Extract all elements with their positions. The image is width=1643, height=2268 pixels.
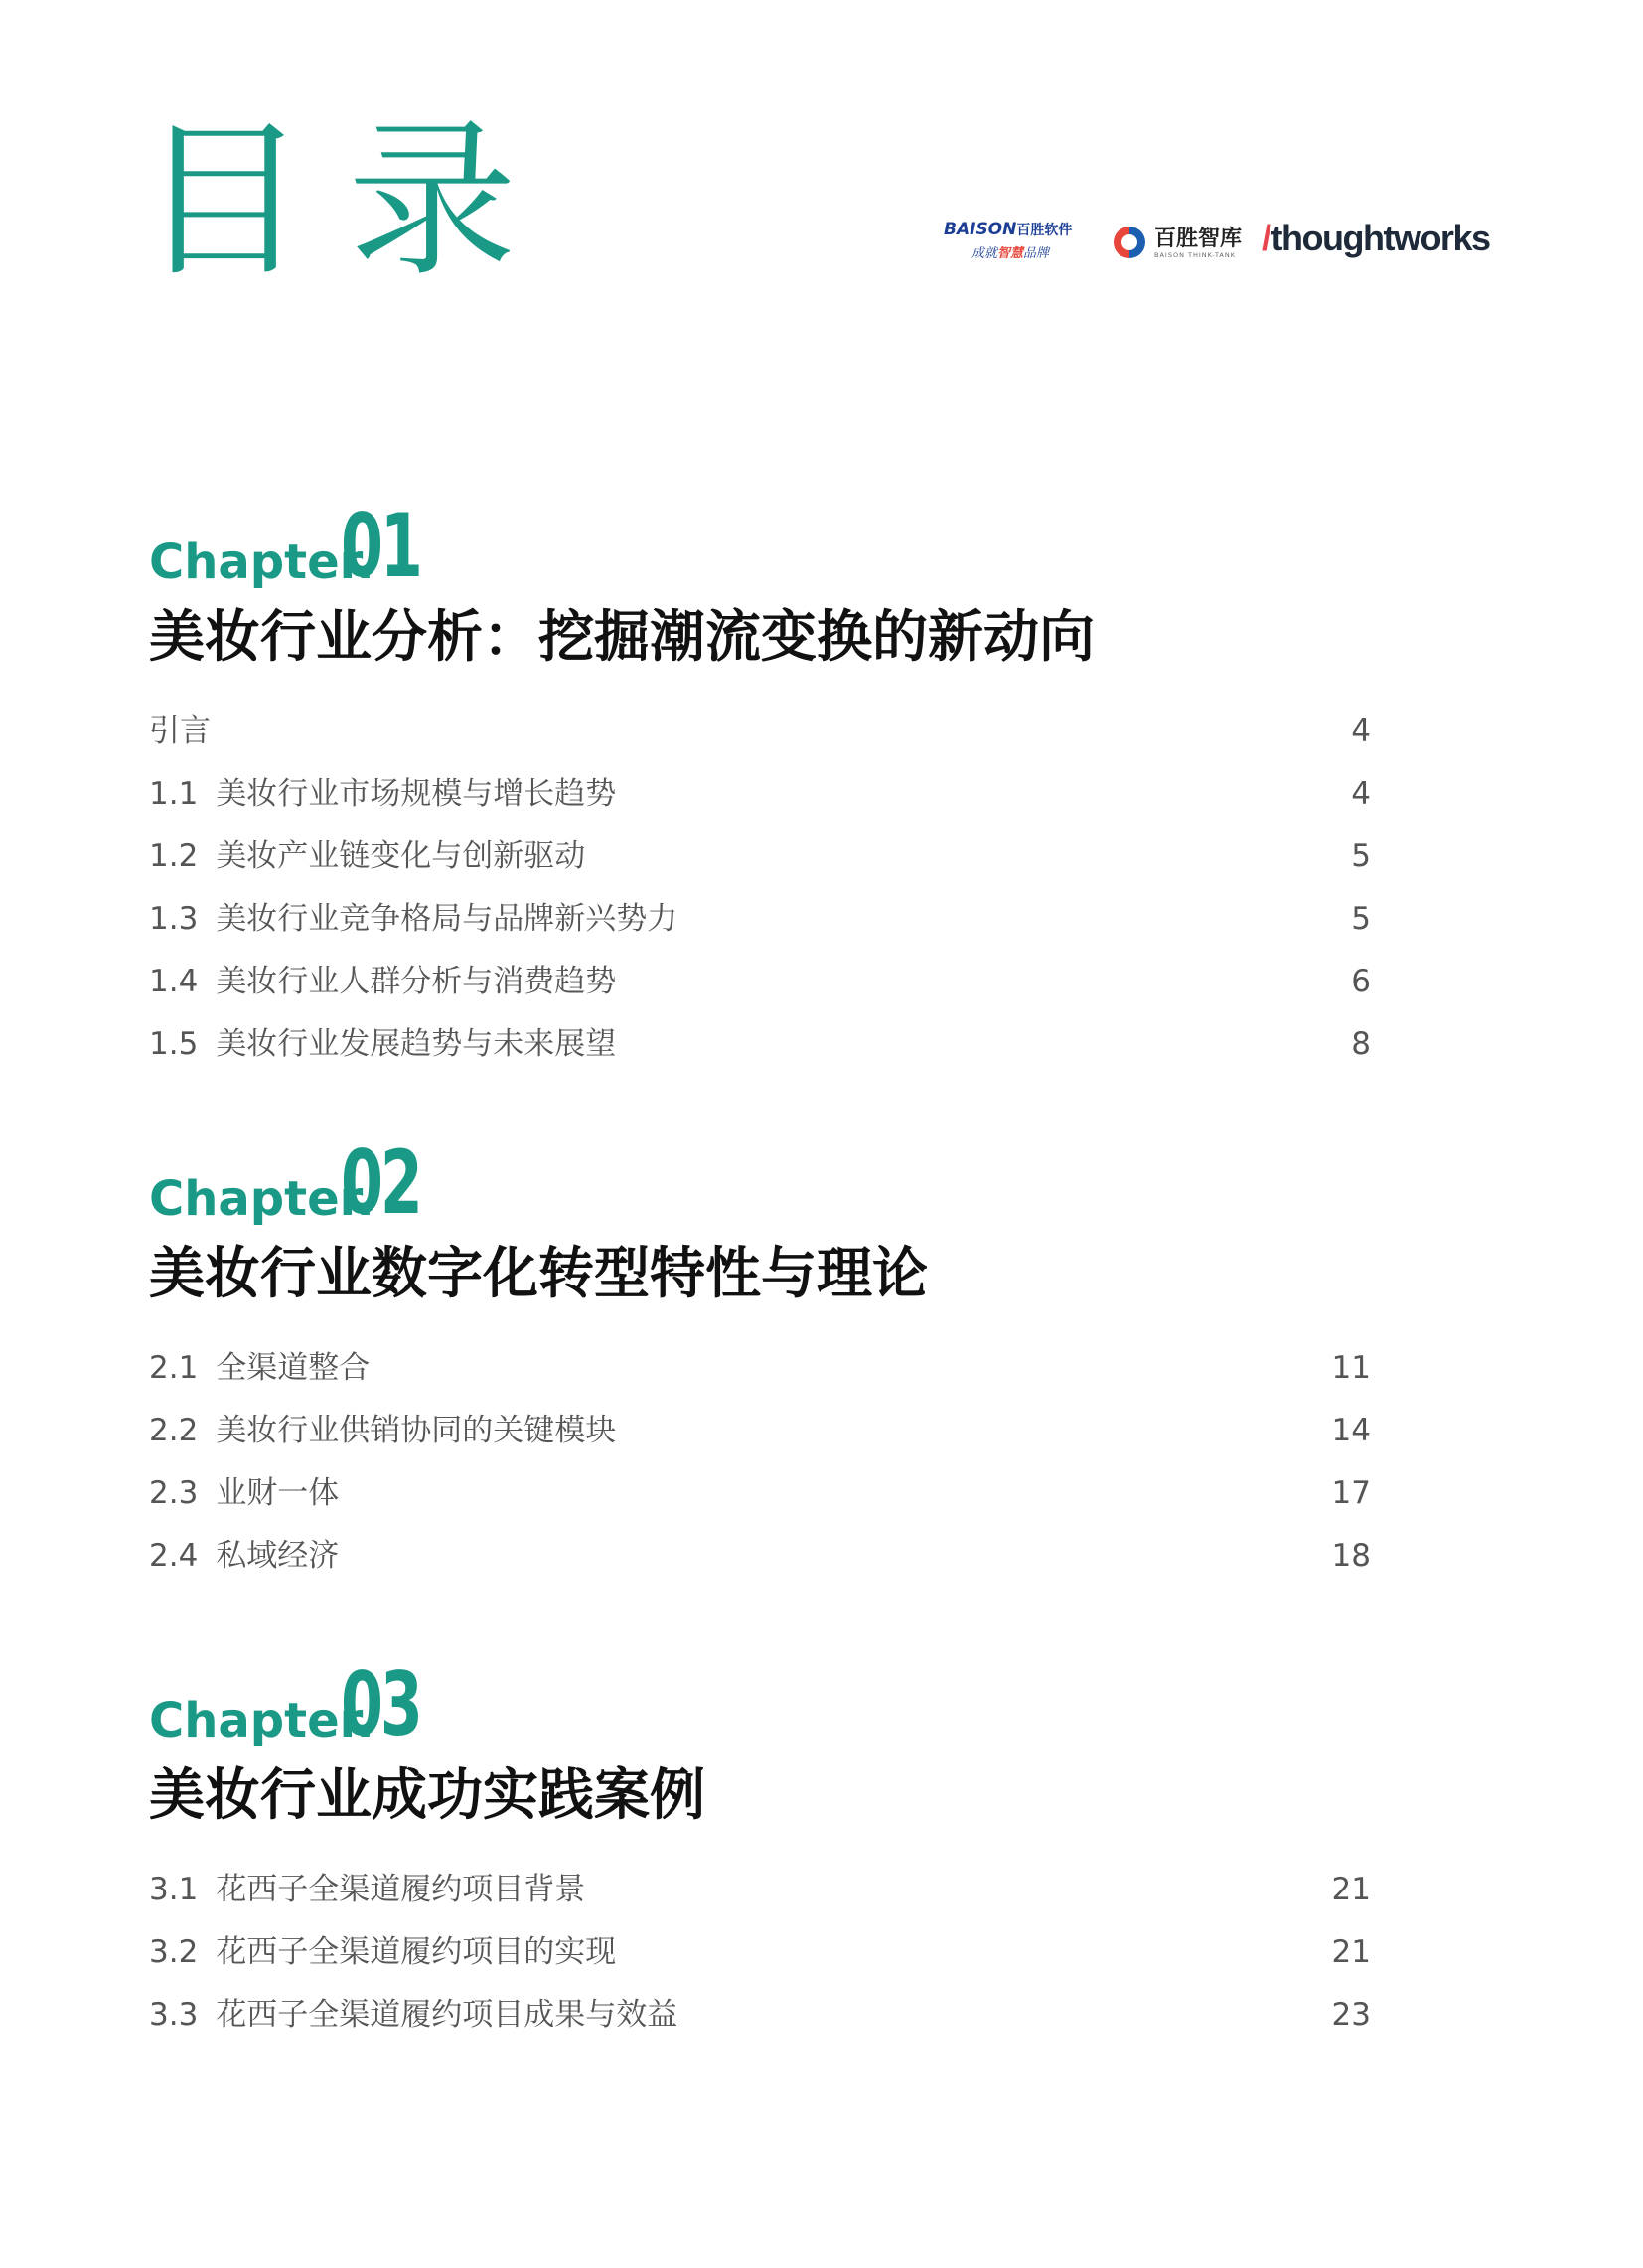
toc-entry-page: 8 xyxy=(1351,1026,1371,1063)
toc-entry-page: 17 xyxy=(1331,1475,1371,1512)
baison-slogan-highlight: 智慧 xyxy=(997,246,1024,261)
toc-entry-number: 3.1 xyxy=(149,1872,199,1908)
chapter-label xyxy=(149,1132,1371,1234)
toc-entry[interactable] xyxy=(149,1859,1371,1921)
toc-entry-page: 11 xyxy=(1331,1350,1371,1387)
toc-entry-number: 2.3 xyxy=(149,1475,199,1512)
toc-entry-page: 5 xyxy=(1351,838,1371,875)
thoughtworks-wordmark: thoughtworks xyxy=(1270,218,1490,258)
toc-list xyxy=(149,700,1371,1076)
toc-entry-number: 1.2 xyxy=(149,838,199,875)
baison-software-logo xyxy=(944,220,1103,269)
toc-entry[interactable] xyxy=(149,763,1371,826)
toc-entry-title: 美妆行业竞争格局与品牌新兴势力 xyxy=(216,901,678,938)
think-tank-emblem-icon xyxy=(1111,224,1148,261)
toc-entry-number: 1.1 xyxy=(149,776,199,813)
chapter-02 xyxy=(149,1134,1371,1588)
chapter-label xyxy=(149,1653,1371,1755)
baison-slogan-pre: 成就 xyxy=(971,246,998,261)
chapter-word: Chapter. xyxy=(149,1693,374,1748)
toc-entry-title: 美妆行业市场规模与增长趋势 xyxy=(216,776,617,813)
toc-list xyxy=(149,1337,1371,1588)
toc-entry-page: 14 xyxy=(1331,1413,1371,1449)
toc-entry-number: 3.3 xyxy=(149,1997,199,2034)
partner-logos xyxy=(944,214,1510,273)
toc-entry-number: 2.2 xyxy=(149,1413,199,1449)
toc-list xyxy=(149,1859,1371,2046)
baison-logo-en: BAISON xyxy=(944,220,1017,239)
toc-entry-page: 18 xyxy=(1331,1538,1371,1575)
toc-entry-title: 全渠道整合 xyxy=(216,1350,371,1387)
toc-entry[interactable] xyxy=(149,1921,1371,1984)
chapter-heading: 美妆行业数字化转型特性与理论 xyxy=(149,1242,928,1306)
toc-entry-number: 1.4 xyxy=(149,964,199,1000)
toc-entry-number: 1.3 xyxy=(149,901,199,938)
toc-entry-number: 2.4 xyxy=(149,1538,199,1575)
toc-entry[interactable] xyxy=(149,1400,1371,1462)
toc-entry[interactable] xyxy=(149,951,1371,1013)
toc-entry[interactable] xyxy=(149,1013,1371,1076)
baison-slogan-post: 品牌 xyxy=(1023,246,1050,261)
think-tank-cn: 百胜智库 xyxy=(1154,227,1243,251)
chapter-heading: 美妆行业分析：挖掘潮流变换的新动向 xyxy=(149,605,1095,670)
thoughtworks-slash: / xyxy=(1262,218,1270,258)
toc-entry-page: 4 xyxy=(1351,713,1371,750)
toc-entry-title: 美妆产业链变化与创新驱动 xyxy=(216,838,586,875)
baison-logo-cn: 百胜软件 xyxy=(1016,223,1073,238)
chapter-01 xyxy=(149,497,1371,1076)
chapter-number: 02 xyxy=(341,1132,420,1234)
toc-entry[interactable] xyxy=(149,700,1371,763)
toc-entry-title: 花西子全渠道履约项目背景 xyxy=(216,1872,586,1908)
chapter-label xyxy=(149,495,1371,597)
toc-entry-title: 业财一体 xyxy=(216,1475,340,1512)
chapter-heading: 美妆行业成功实践案例 xyxy=(149,1763,705,1828)
toc-entry[interactable] xyxy=(149,826,1371,888)
toc-entry-page: 4 xyxy=(1351,776,1371,813)
chapter-word: Chapter. xyxy=(149,1171,374,1227)
toc-entry-number: 1.5 xyxy=(149,1026,199,1063)
toc-entry-page: 23 xyxy=(1331,1997,1371,2034)
toc-entry-title: 美妆行业供销协同的关键模块 xyxy=(216,1413,617,1449)
toc-entry-title: 美妆行业发展趋势与未来展望 xyxy=(216,1026,617,1063)
think-tank-en: BAISON THINK-TANK xyxy=(1154,251,1236,259)
toc-entry-title: 花西子全渠道履约项目成果与效益 xyxy=(216,1997,678,2034)
toc-entry-number: 3.2 xyxy=(149,1934,199,1971)
toc-entry-page: 21 xyxy=(1331,1934,1371,1971)
toc-entry[interactable] xyxy=(149,1462,1371,1525)
toc-entry-title: 私域经济 xyxy=(216,1538,340,1575)
toc-entry[interactable] xyxy=(149,888,1371,951)
toc-entry-page: 6 xyxy=(1351,964,1371,1000)
chapter-number: 03 xyxy=(341,1653,420,1755)
thoughtworks-logo xyxy=(1262,218,1490,259)
toc-entry-number: 2.1 xyxy=(149,1350,199,1387)
page-title: 目录 xyxy=(139,103,557,300)
toc-entry-title: 美妆行业人群分析与消费趋势 xyxy=(216,964,617,1000)
baison-think-tank-logo xyxy=(1111,220,1250,269)
toc-entry-title: 引言 xyxy=(149,713,211,750)
toc-entry-page: 21 xyxy=(1331,1872,1371,1908)
chapter-03 xyxy=(149,1655,1371,2046)
chapter-number: 01 xyxy=(341,495,420,597)
toc-entry[interactable] xyxy=(149,1337,1371,1400)
toc-entry-title: 花西子全渠道履约项目的实现 xyxy=(216,1934,617,1971)
toc-entry[interactable] xyxy=(149,1984,1371,2046)
toc-entry-page: 5 xyxy=(1351,901,1371,938)
chapter-word: Chapter. xyxy=(149,534,374,590)
toc-entry[interactable] xyxy=(149,1525,1371,1588)
